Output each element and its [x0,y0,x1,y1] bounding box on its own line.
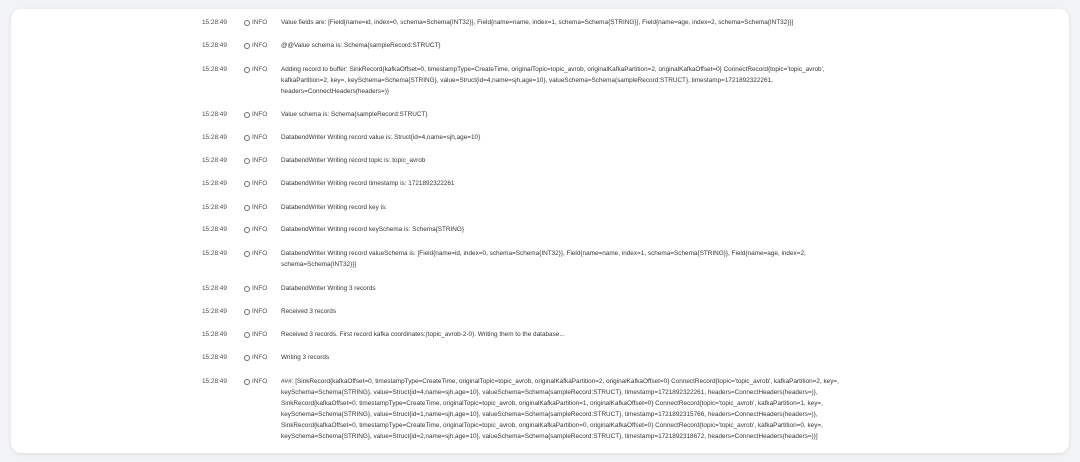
log-level-label: INFO [252,250,268,257]
info-circle-icon [244,181,250,187]
log-level [244,132,284,143]
log-level-label: INFO [252,134,268,141]
log-level [244,224,284,235]
log-time: 15:28:49 [202,250,227,257]
log-message: DatabendWriter Writing 3 records [281,285,376,292]
log-time: 15:28:49 [202,157,227,164]
log-message: Value schema is: Schema{sampleRecord:STRUCT} [281,111,428,118]
log-time: 15:28:49 [202,66,227,73]
log-level-label: INFO [252,204,268,211]
log-level [244,17,284,28]
log-message: @@Value schema is: Schema{sampleRecord:STRUCT} [281,42,441,49]
log-message: DatabendWriter Writing record value is: Struct{id=4,name=sjh,age=10} [281,134,481,141]
log-message: Received 3 records. First record kafka coordinates:(topic_avrob-2-0). Writing them to the database... [281,331,565,338]
log-time: 15:28:49 [202,19,227,26]
info-circle-icon [244,158,250,164]
log-message: DatabendWriter Writing record valueSchema is: [Field{name=id, index=0, schema=Schema{INT32}}, Field{name=name, index=1, schema=Schema{STRING}}, Field{name=age, index=2, schema=Schema{INT32}}] [281,250,806,268]
log-level [244,109,284,120]
info-circle-icon [244,20,250,26]
log-time: 15:28:49 [202,134,227,141]
info-circle-icon [244,309,250,315]
log-message: ###: [SinkRecord{kafkaOffset=0, timestampType=CreateTime, originalTopic=topic_avrob, originalKafkaPartition=2, originalKafkaOffset=0} ConnectRecord{topic='topic_avrob', kafkaPartition=2, key=, keySchema=Schema{STRING}, value=Struct{id=4,name=sjh,age=10}, valueSchema=Schema{sampleRecord:STRUCT}, timestamp=1721892322261, headers=ConnectHeaders(headers=)}, SinkRecord{kafkaOffset=0, timestampType=CreateTime, originalTopic=topic_avrob, originalKafkaPartition=1, originalKafkaOffset=0} ConnectRecord{topic='topic_avrob', kafkaPartition=1, key=, keySchema=Schema{STRING}, value=Struct{id=1,name=sjh,age=10}, valueSchema=Schema{sampleRecord:STRUCT}, timestamp=1721892315766, headers=ConnectHeaders(headers=)}, SinkRecord{kafkaOffset=0, timestampType=CreateTime, originalTopic=topic_avrob, originalKafkaPartition=0, originalKafkaOffset=0} ConnectRecord{topic='topic_avrob', kafkaPartition=0, key=, keySchema=Schema{STRING}, value=Struct{id=2,name=sjh,age=10}, valueSchema=Schema{sampleRecord:STRUCT}, timestamp=1721892318672, headers=ConnectHeaders(headers=)}] [281,378,839,440]
log-message: Adding record to buffer: SinkRecord{kafkaOffset=0, timestampType=CreateTime, originalTopic=topic_avrob, originalKafkaPartition=2, originalKafkaOffset=0} ConnectRecord{topic='topic_avrob', kafkaPartition=2, key=, keySchema=Schema{STRING}, value=Struct{id=4,name=sjh,age=10}, valueSchema=Schema{sampleRecord:STRUCT}, timestamp=1721892322261, headers=ConnectHeaders(headers=)} [281,66,825,95]
log-level-label: INFO [252,308,268,315]
info-circle-icon [244,332,250,338]
log-level [244,40,284,51]
log-time: 15:28:49 [202,42,227,49]
log-message: Writing 3 records [281,354,330,361]
log-message: DatabendWriter Writing record keySchema is: Schema{STRING} [281,226,465,233]
log-level [244,329,284,340]
log-level [244,376,284,387]
log-message: DatabendWriter Writing record timestamp is: 1721892322261 [281,180,455,187]
info-circle-icon [244,286,250,292]
log-level [244,178,284,189]
info-circle-icon [244,227,250,233]
log-time: 15:28:49 [202,378,227,385]
log-time: 15:28:49 [202,331,227,338]
log-level-label: INFO [252,19,268,26]
log-time: 15:28:49 [202,226,227,233]
info-circle-icon [244,43,250,49]
log-time: 15:28:49 [202,111,227,118]
log-level-label: INFO [252,180,268,187]
log-time: 15:28:49 [202,285,227,292]
log-level [244,352,284,363]
info-circle-icon [244,379,250,385]
log-time: 15:28:49 [202,354,227,361]
log-level [244,64,284,75]
log-panel [11,9,1069,453]
log-message: Value fields are: [Field{name=id, index=0, schema=Schema{INT32}}, Field{name=name, index=1, schema=Schema{STRING}}, Field{name=age, index=2, schema=Schema{INT32}}] [281,19,794,26]
log-time: 15:28:49 [202,180,227,187]
log-level-label: INFO [252,42,268,49]
log-level-label: INFO [252,378,268,385]
log-message: DatabendWriter Writing record topic is: topic_avrob [281,157,426,164]
log-message: DatabendWriter Writing record key is: [281,204,387,211]
log-level [244,248,284,259]
log-level [244,202,284,213]
info-circle-icon [244,355,250,361]
log-level-label: INFO [252,157,268,164]
log-level [244,155,284,166]
log-time: 15:28:49 [202,308,227,315]
info-circle-icon [244,112,250,118]
log-level-label: INFO [252,285,268,292]
info-circle-icon [244,67,250,73]
log-level-label: INFO [252,331,268,338]
log-level-label: INFO [252,354,268,361]
log-level-label: INFO [252,66,268,73]
log-level-label: INFO [252,111,268,118]
info-circle-icon [244,205,250,211]
info-circle-icon [244,135,250,141]
log-level [244,283,284,294]
log-time: 15:28:49 [202,204,227,211]
info-circle-icon [244,251,250,257]
log-message: Received 3 records [281,308,337,315]
log-level-label: INFO [252,226,268,233]
log-level [244,306,284,317]
